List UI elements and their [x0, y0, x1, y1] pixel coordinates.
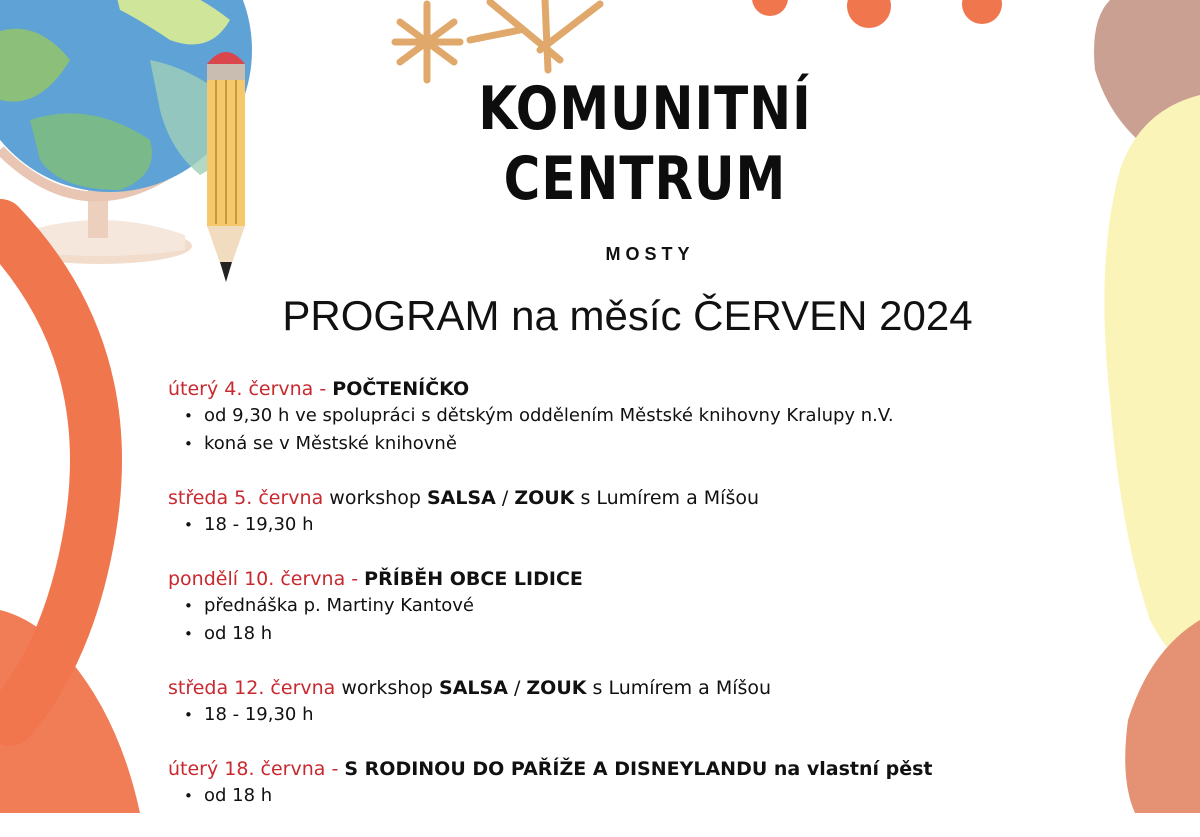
event-header [168, 376, 1068, 402]
event-detail-item: • přednáška p. Martiny Kantové [184, 592, 1068, 620]
event-suffix: s Lumírem a Míšou [574, 487, 760, 509]
event-details [168, 782, 1068, 810]
brand-title-line2: CENTRUM [503, 144, 787, 214]
event-item [168, 675, 1068, 729]
event-details [168, 701, 1068, 729]
event-list [168, 376, 1068, 837]
event-title: S RODINOU DO PAŘÍŽE A DISNEYLANDU na vlastní pěst [344, 758, 933, 780]
event-details [168, 402, 1068, 458]
event-detail-item: • od 18 h [184, 782, 1068, 810]
event-detail-item: • od 18 h [184, 620, 1068, 648]
event-title: SALSA [439, 677, 508, 699]
event-header [168, 566, 1068, 592]
event-title-secondary: ZOUK [526, 677, 587, 699]
dots-decoration [752, 0, 1002, 28]
event-date: středa 12. června [168, 677, 336, 699]
event-separator: - [345, 568, 365, 590]
event-header [168, 485, 1068, 511]
event-item [168, 376, 1068, 458]
event-separator: - [325, 758, 345, 780]
star-doodle-icon [395, 0, 600, 80]
event-details [168, 511, 1068, 539]
brand-subtitle: MOSTY [605, 244, 695, 264]
event-header [168, 756, 1068, 782]
page-title: PROGRAM na měsíc ČERVEN 2024 [282, 292, 973, 339]
blob-decoration [1125, 620, 1200, 813]
event-title: POČTENÍČKO [332, 378, 470, 400]
event-detail-item: • 18 - 19,30 h [184, 701, 1068, 729]
event-separator: - [313, 378, 333, 400]
event-date: pondělí 10. června [168, 568, 346, 590]
event-detail-item: • 18 - 19,30 h [184, 511, 1068, 539]
event-prefix: workshop [329, 487, 427, 509]
brand-title-line1: KOMUNITNÍ [478, 74, 812, 144]
event-suffix: s Lumírem a Míšou [586, 677, 772, 699]
event-date: středa 5. června [168, 487, 324, 509]
event-prefix: workshop [341, 677, 440, 699]
event-separator: / [507, 677, 527, 699]
event-details [168, 592, 1068, 648]
event-title: PŘÍBĚH OBCE LIDICE [364, 568, 583, 590]
event-date: úterý 18. června [168, 758, 326, 780]
event-item [168, 756, 1068, 810]
event-title: SALSA [426, 487, 496, 509]
event-title-secondary: ZOUK [514, 487, 575, 509]
event-date: úterý 4. června [168, 378, 314, 400]
event-header [168, 675, 1068, 701]
event-item [168, 566, 1068, 648]
event-detail-item: • od 9,30 h ve spolupráci s dětským oddělením Městské knihovny Kralupy n.V. [184, 402, 1068, 430]
event-detail-item: • koná se v Městské knihovně [184, 430, 1068, 458]
event-item [168, 485, 1068, 539]
event-separator: / [495, 487, 515, 509]
